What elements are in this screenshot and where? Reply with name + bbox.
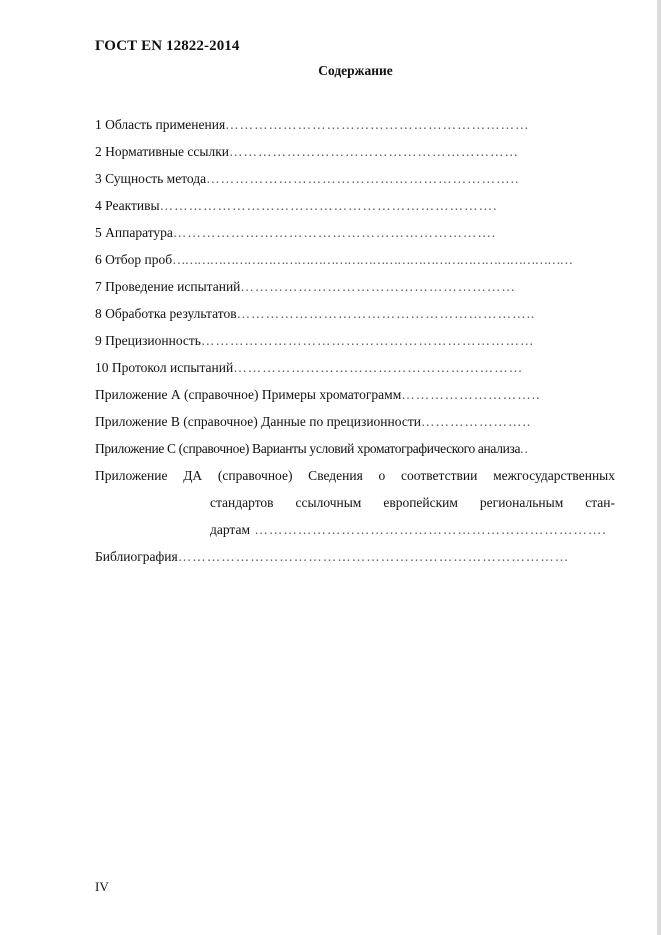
toc-entry-label: Приложение С (справочное) Варианты условий хроматографического анализа bbox=[95, 441, 521, 456]
toc-entry-label: Приложение А (справочное) Примеры хроматограмм bbox=[95, 387, 402, 402]
toc-leader: …………………………………………………………… bbox=[200, 333, 535, 348]
toc-leader: …………………………………………………… bbox=[229, 144, 519, 159]
toc-leader: ……………………………………………………… bbox=[225, 117, 530, 132]
toc-entry-label: Приложение В (справочное) Данные по прецизионности bbox=[95, 414, 421, 429]
toc-entry-6[interactable] bbox=[95, 249, 625, 276]
toc-entry-bibliography[interactable] bbox=[95, 546, 625, 573]
toc-entry-label: 1 Область применения bbox=[95, 117, 226, 132]
toc-entry-annex-da[interactable] bbox=[95, 465, 625, 546]
toc-entry-label: 2 Нормативные ссылки bbox=[95, 144, 229, 159]
toc-entry-annex-c[interactable] bbox=[95, 438, 625, 465]
toc-leader: ……………………………………………………………………… bbox=[177, 549, 570, 564]
toc-entry-label-end bbox=[210, 519, 620, 546]
toc-leader: ………………………………………………………………. bbox=[250, 522, 607, 537]
document-header: ГОСТ EN 12822-2014 bbox=[95, 38, 240, 54]
page-edge bbox=[657, 0, 661, 935]
toc-leader: ……………………………………………………….. bbox=[206, 171, 520, 186]
toc-entry-9[interactable] bbox=[95, 330, 625, 357]
toc-entry-label: Библиография bbox=[95, 549, 178, 564]
toc-entry-label: 5 Аппаратура bbox=[95, 225, 173, 240]
toc-entry-label: 4 Реактивы bbox=[95, 198, 160, 213]
page-number: IV bbox=[95, 879, 109, 894]
toc-entry-10[interactable] bbox=[95, 357, 625, 384]
toc-entry-7[interactable] bbox=[95, 276, 625, 303]
toc-entry-label: 8 Обработка результатов bbox=[95, 306, 237, 321]
toc-entry-label: 3 Сущность метода bbox=[95, 171, 207, 186]
toc-leader: …………………………………………………….. bbox=[236, 306, 536, 321]
toc-entry-3[interactable] bbox=[95, 168, 625, 195]
toc-leader: ………………….. bbox=[420, 414, 532, 429]
toc-leader: ……………………….. bbox=[401, 387, 541, 402]
toc-entry-5[interactable] bbox=[95, 222, 625, 249]
toc-entry-8[interactable] bbox=[95, 303, 625, 330]
toc-entry-annex-a[interactable] bbox=[95, 384, 625, 411]
toc-leader: ……………………………………………………………. bbox=[159, 198, 498, 213]
toc-entry-label-continued: стандартов ссылочным европейским региональным стан- bbox=[210, 495, 615, 510]
toc-leader: .. bbox=[520, 441, 529, 456]
toc-entry-label: 7 Проведение испытаний bbox=[95, 279, 241, 294]
toc-leader: ………………………………………………… bbox=[240, 279, 516, 294]
toc-leader: …………………………………………………………………………………… bbox=[172, 252, 573, 267]
toc-entry-label: дартам bbox=[210, 522, 251, 537]
toc-entry-label: 6 Отбор проб bbox=[95, 252, 173, 267]
toc-title: Содержание bbox=[318, 63, 393, 78]
toc-entry-1[interactable] bbox=[95, 114, 625, 141]
toc-entry-label: Приложение ДА (справочное) Сведения о соответствии межгосударственных bbox=[95, 468, 615, 483]
toc-leader: …………………………………………………… bbox=[233, 360, 524, 375]
toc-entry-4[interactable] bbox=[95, 195, 625, 222]
table-of-contents bbox=[95, 114, 625, 573]
toc-entry-label: 9 Прецизионность bbox=[95, 333, 201, 348]
toc-leader: …………………………………………………………. bbox=[172, 225, 497, 240]
toc-entry-label: 10 Протокол испытаний bbox=[95, 360, 234, 375]
toc-entry-2[interactable] bbox=[95, 141, 625, 168]
toc-entry-annex-b[interactable] bbox=[95, 411, 625, 438]
